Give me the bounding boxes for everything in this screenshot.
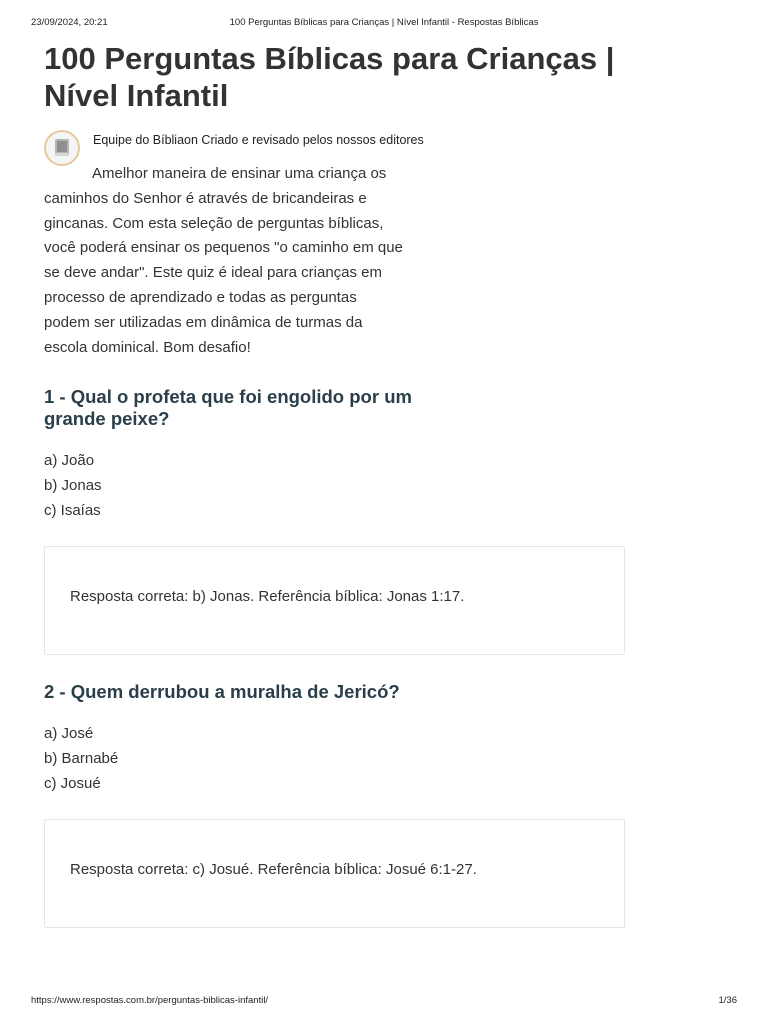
option-item: c) Josué bbox=[44, 775, 101, 793]
option-item: b) Jonas bbox=[44, 477, 102, 495]
print-header bbox=[31, 17, 737, 31]
book-icon bbox=[53, 138, 71, 158]
options-list bbox=[44, 721, 684, 796]
print-page-title: 100 Perguntas Bíblicas para Crianças | Nível Infantil - Respostas Bíblicas bbox=[229, 17, 539, 28]
answer-text: Resposta correta: c) Josué. Referência bíblica: Josué 6:1-27. bbox=[70, 861, 477, 879]
intro-paragraph: Amelhor maneira de ensinar uma criança os caminhos do Senhor é através de bricandeiras e gincanas. Com esta seleção de perguntas bíblicas, você poderá ensinar os pequenos "o caminho em que se deve andar". Este quiz é ideal para crianças em processo de aprendizado e todas as perguntas podem ser utilizadas em dinâmica de turmas da escola dominical. Bom desafio! bbox=[44, 165, 403, 356]
question-title: 2 - Quem derrubou a muralha de Jericó? bbox=[44, 681, 400, 703]
page-number: 1/36 bbox=[718, 995, 737, 1006]
option-item: c) Isaías bbox=[44, 502, 101, 520]
option-item: a) João bbox=[44, 452, 95, 470]
question-title: 1 - Qual o profeta que foi engolido por um grande peixe? bbox=[44, 386, 412, 430]
option-item: b) Barnabé bbox=[44, 750, 119, 768]
answer-box bbox=[44, 546, 625, 655]
author-row bbox=[44, 130, 684, 170]
article bbox=[44, 40, 684, 928]
author-line: Equipe do Bíbliaon Criado e revisado pelos nossos editores bbox=[93, 133, 424, 147]
article-title: 100 Perguntas Bíblicas para Crianças | Nível Infantil bbox=[44, 41, 615, 113]
print-url: https://www.respostas.com.br/perguntas-biblicas-infantil/ bbox=[31, 995, 269, 1006]
options-list bbox=[44, 448, 684, 523]
print-date: 23/09/2024, 20:21 bbox=[31, 17, 108, 28]
option-item: a) José bbox=[44, 725, 94, 743]
answer-text: Resposta correta: b) Jonas. Referência bíblica: Jonas 1:17. bbox=[70, 588, 465, 606]
print-footer bbox=[31, 995, 737, 1009]
answer-box bbox=[44, 819, 625, 928]
avatar bbox=[44, 130, 80, 166]
